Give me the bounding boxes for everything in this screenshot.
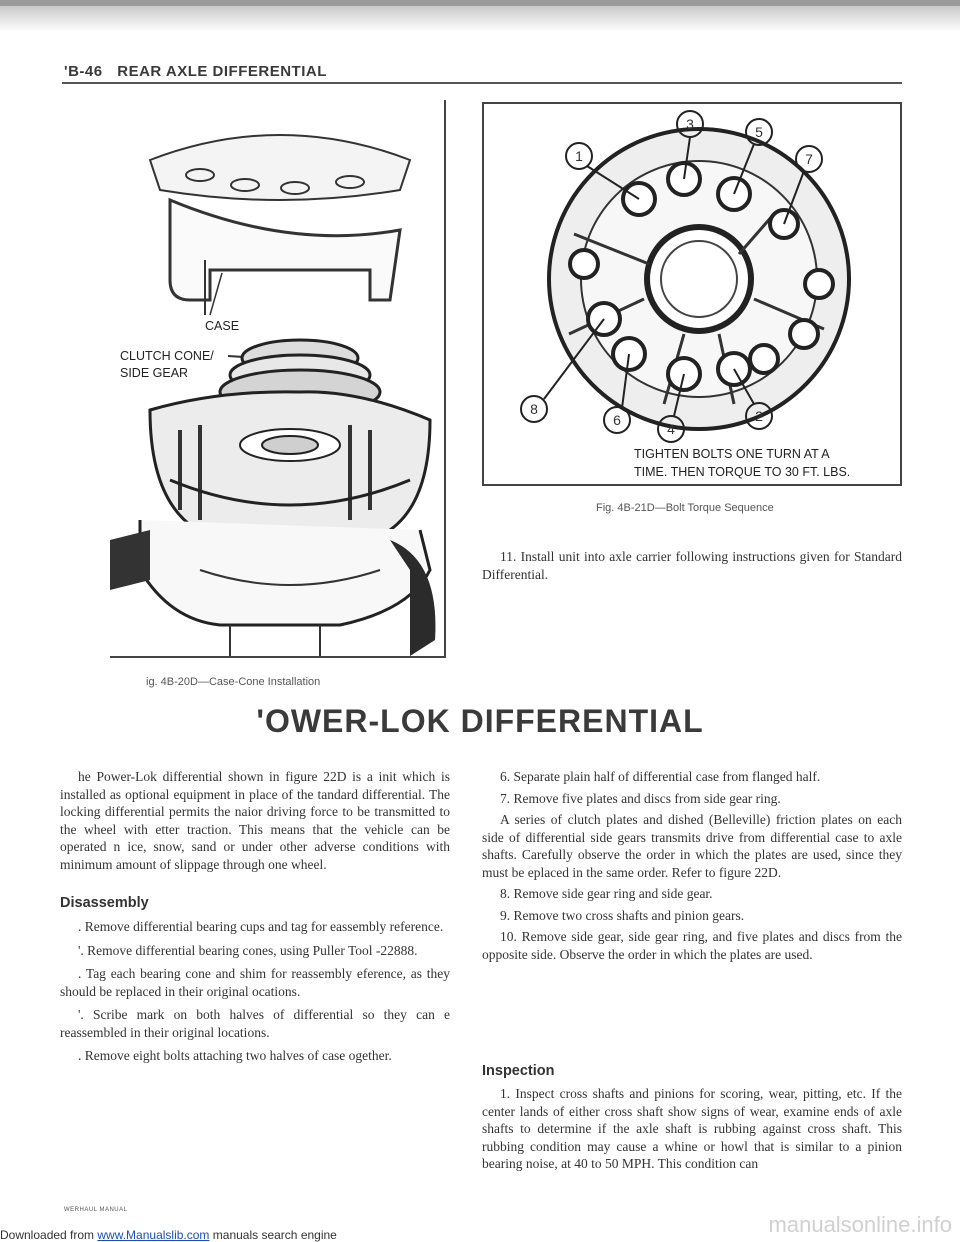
section-title: 'OWER-LOK DIFFERENTIAL — [256, 703, 704, 739]
disassembly-step-5: . Remove eight bolts attaching two halves of case ogether. — [78, 1048, 392, 1063]
torque-note-line2: TIME. THEN TORQUE TO 30 FT. LBS. — [634, 465, 851, 479]
step-7: 7. Remove five plates and discs from side gear ring. — [500, 790, 781, 806]
step-8: 8. Remove side gear ring and side gear. — [500, 886, 713, 901]
disassembly-step-3: . Tag each bearing cone and shim for reassembly eference, as they should be replaced in their original ocations. — [60, 966, 450, 999]
callout-2: 2 — [755, 408, 763, 424]
callout-4: 4 — [667, 421, 675, 437]
disassembly-step-4: '. Scribe mark on both halves of differential so they can e reassembled in their original locations. — [60, 1007, 450, 1040]
inspection-paragraph — [482, 1085, 902, 1173]
right-column-steps — [482, 768, 902, 963]
callout-1: 1 — [575, 148, 583, 164]
label-case: CASE — [205, 319, 240, 333]
manualsonline-watermark: manualsonline.info — [768, 1212, 952, 1237]
scan-top-edge — [0, 0, 960, 6]
step-11-text: 11. Install unit into axle carrier following instructions given for Standard Differential. — [482, 549, 902, 582]
callout-6: 6 — [613, 412, 621, 428]
manualslib-link[interactable]: www.Manualslib.com — [97, 1228, 210, 1242]
callout-3: 3 — [686, 116, 694, 132]
disassembly-step-2: '. Remove differential bearing cones, using Puller Tool -22888. — [78, 942, 418, 958]
disassembly-step-1: . Remove differential bearing cups and tag for eassembly reference. — [78, 919, 444, 934]
torque-note-line1: TIGHTEN BOLTS ONE TURN AT A — [634, 447, 830, 461]
watermark-suffix: manuals search engine — [209, 1228, 337, 1242]
label-clutch-cone-line1: CLUTCH CONE/ — [120, 349, 214, 363]
inspection-heading: Inspection — [482, 1063, 555, 1079]
figure-caption-right: Fig. 4B-21D—Bolt Torque Sequence — [596, 502, 774, 514]
bolt-torque-illustration — [484, 104, 900, 484]
label-clutch-cone-line2: SIDE GEAR — [120, 366, 189, 380]
watermark-prefix: Downloaded from — [0, 1228, 98, 1242]
case-cone-illustration — [110, 100, 444, 656]
footer-manual-label: WERHAUL MANUAL — [64, 1207, 128, 1213]
disassembly-steps — [60, 918, 450, 1065]
step-6: 6. Separate plain half of differential case from flanged half. — [500, 769, 821, 784]
callout-5: 5 — [755, 124, 763, 140]
download-watermark — [0, 1228, 337, 1242]
belleville-note: A series of clutch plates and dished (Belleville) friction plates on each side of differential side gears transmits drive from differential case to axle shafts. Carefully observe the order in which the plates are used, since they must be eplaced in the same order. Refer to figure 22D. — [482, 812, 902, 880]
inspection-text: 1. Inspect cross shafts and pinions for scoring, wear, pitting, etc. If the center lands of either cross shaft show signs of wear, examine ends of axle shafts to determine if the axle shaft is rubbing against cross shaft. This rubbing condition may cause a whine or howl that is similar to a pinion bearing noise, at 40 to 50 MPH. This condition can — [482, 1086, 902, 1171]
page-header-title: REAR AXLE DIFFERENTIAL — [117, 63, 327, 80]
intro-paragraph — [60, 768, 450, 873]
figure-case-cone — [110, 100, 446, 658]
figure-bolt-torque — [482, 102, 902, 486]
step-11-paragraph — [482, 548, 902, 583]
disassembly-heading: Disassembly — [60, 895, 149, 911]
callout-8: 8 — [530, 401, 538, 417]
intro-text: he Power-Lok differential shown in figure 22D is a init which is installed as optional equipment in place of the tandard differential. The locking differential permits the naior driving force to be transmitted to the wheel with etter traction. This means that the vehicle can be operated n ice, snow, sand or under other adverse conditions with minimum amount of slippage through one wheel. — [60, 769, 450, 872]
figure-caption-left: ig. 4B-20D—Case-Cone Installation — [146, 676, 321, 688]
header-rule — [62, 82, 902, 84]
callout-7: 7 — [805, 151, 813, 167]
page-number: 'B-46 — [64, 63, 103, 80]
page-header — [64, 63, 327, 80]
step-10: 10. Remove side gear, side gear ring, and five plates and discs from the opposite side. Observe the order in which the plates are used. — [482, 929, 902, 962]
step-9: 9. Remove two cross shafts and pinion gears. — [500, 907, 745, 923]
